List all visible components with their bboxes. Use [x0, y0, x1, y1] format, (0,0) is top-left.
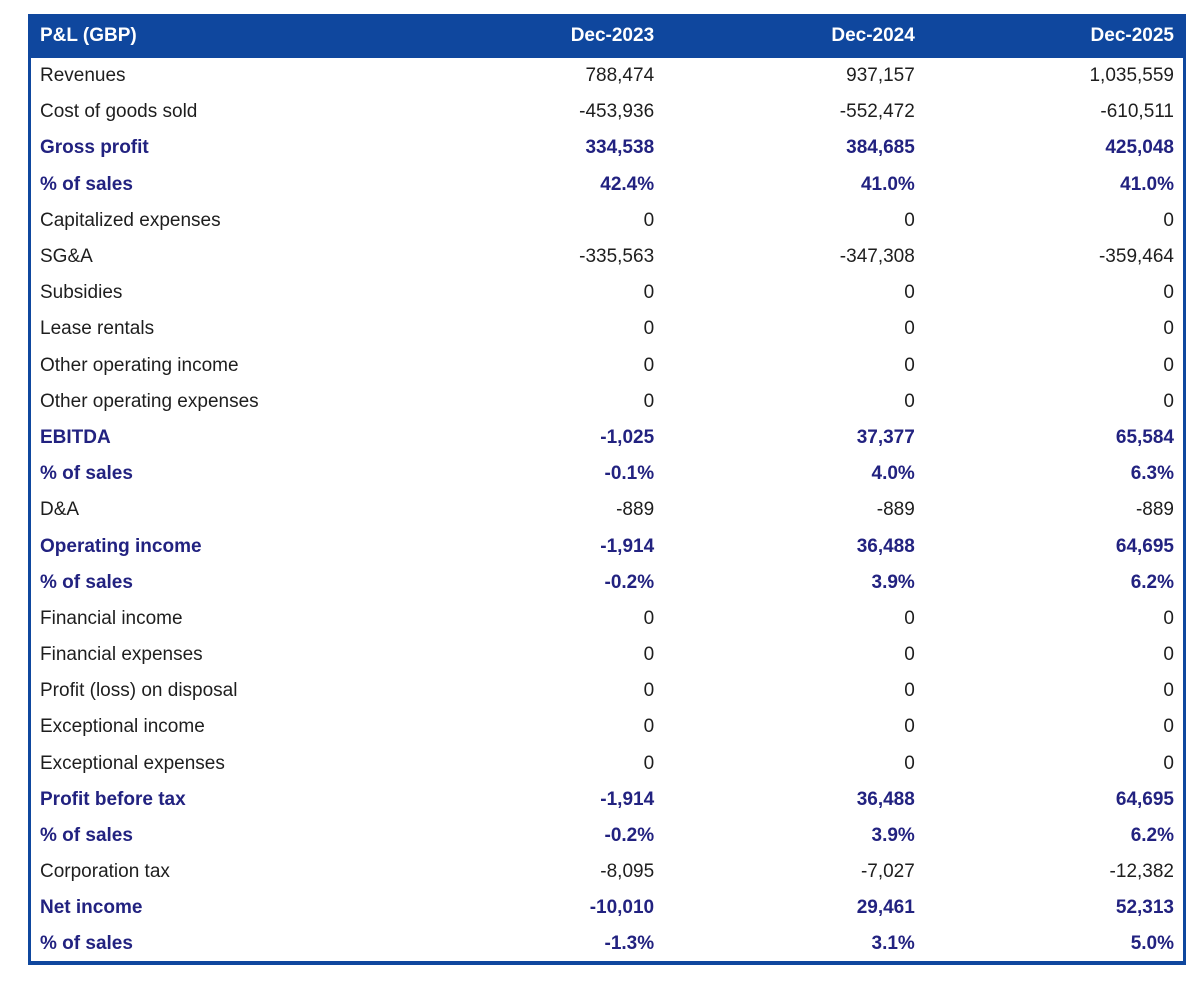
cell-value: 937,157	[846, 65, 915, 87]
cell-value: 3.9%	[871, 571, 915, 593]
row-label: Operating income	[40, 535, 202, 557]
row-label: Financial expenses	[40, 644, 203, 666]
cell-value: -889	[876, 499, 915, 521]
cell-value: 3.1%	[871, 932, 915, 954]
cell-value: 64,695	[1115, 535, 1174, 557]
table-row	[30, 818, 1185, 854]
table-row	[30, 782, 1185, 818]
header-cell-dec-2024: Dec-2024	[663, 14, 924, 58]
cell-value: -552,472	[839, 101, 915, 123]
cell-value: 6.2%	[1130, 825, 1174, 847]
cell-value: 334,538	[585, 137, 655, 159]
cell-value: 0	[643, 209, 655, 231]
cell-value: -10,010	[589, 897, 655, 919]
cell-value: -12,382	[1109, 861, 1174, 883]
row-label: D&A	[40, 499, 80, 521]
cell-value: 64,695	[1115, 788, 1174, 810]
table-row	[30, 890, 1185, 926]
cell-value: 0	[1163, 752, 1174, 774]
table-row	[30, 94, 1185, 130]
cell-value: 425,048	[1105, 137, 1174, 159]
pnl-table-header	[30, 14, 1185, 58]
cell-value: -1,025	[600, 426, 655, 448]
row-label: Revenues	[40, 65, 126, 87]
cell-value: 0	[643, 318, 655, 340]
pnl-table	[28, 14, 1186, 965]
header-cell-dec-2025: Dec-2025	[924, 14, 1185, 58]
cell-value: 41.0%	[1120, 173, 1174, 195]
cell-value: 5.0%	[1130, 932, 1174, 954]
cell-value: 6.3%	[1130, 463, 1174, 485]
cell-value: 52,313	[1115, 897, 1174, 919]
cell-value: 384,685	[846, 137, 915, 159]
cell-value: 36,488	[856, 788, 915, 810]
cell-value: 0	[904, 318, 915, 340]
cell-value: 0	[643, 680, 655, 702]
table-row	[30, 384, 1185, 420]
cell-value: -889	[616, 499, 655, 521]
cell-value: 42.4%	[600, 173, 655, 195]
row-label: EBITDA	[40, 426, 111, 448]
row-label: Gross profit	[40, 137, 149, 159]
cell-value: -1.3%	[604, 932, 655, 954]
table-row	[30, 927, 1185, 963]
row-label: Corporation tax	[40, 861, 170, 883]
row-label: Capitalized expenses	[40, 209, 221, 231]
cell-value: 0	[643, 282, 655, 304]
cell-value: -0.1%	[604, 463, 655, 485]
cell-value: -889	[1135, 499, 1174, 521]
cell-value: 0	[904, 354, 915, 376]
pnl-table-body	[30, 58, 1185, 963]
table-row	[30, 420, 1185, 456]
cell-value: 65,584	[1115, 426, 1174, 448]
header-cell-title: P&L (GBP)	[30, 14, 403, 58]
cell-value: 36,488	[856, 535, 915, 557]
cell-value: -7,027	[860, 861, 915, 883]
table-row	[30, 854, 1185, 890]
cell-value: 0	[904, 680, 915, 702]
cell-value: 0	[643, 716, 655, 738]
cell-value: 29,461	[856, 897, 915, 919]
cell-value: 1,035,559	[1089, 65, 1174, 87]
row-label: Financial income	[40, 607, 183, 629]
table-row	[30, 275, 1185, 311]
cell-value: -453,936	[579, 101, 655, 123]
cell-value: 0	[1163, 644, 1174, 666]
cell-value: -610,511	[1100, 101, 1174, 123]
table-row	[30, 348, 1185, 384]
row-label: SG&A	[40, 246, 93, 268]
cell-value: -0.2%	[604, 571, 655, 593]
header-cell-dec-2023: Dec-2023	[402, 14, 663, 58]
cell-value: 37,377	[856, 426, 915, 448]
row-label: % of sales	[40, 571, 133, 593]
cell-value: 0	[1163, 607, 1174, 629]
row-label: Cost of goods sold	[40, 101, 198, 123]
cell-value: 0	[904, 282, 915, 304]
table-row	[30, 637, 1185, 673]
cell-value: -1,914	[600, 788, 655, 810]
cell-value: 0	[643, 390, 655, 412]
cell-value: 0	[904, 607, 915, 629]
table-row	[30, 58, 1185, 94]
cell-value: -1,914	[600, 535, 655, 557]
cell-value: -359,464	[1098, 246, 1174, 268]
cell-value: 0	[904, 644, 915, 666]
row-label: Exceptional income	[40, 716, 205, 738]
row-label: Other operating income	[40, 354, 239, 376]
table-row	[30, 746, 1185, 782]
table-row	[30, 167, 1185, 203]
cell-value: 0	[1163, 680, 1174, 702]
cell-value: 0	[1163, 282, 1174, 304]
cell-value: -347,308	[839, 246, 915, 268]
table-row	[30, 456, 1185, 492]
row-label: Lease rentals	[40, 318, 155, 340]
table-row	[30, 565, 1185, 601]
cell-value: 6.2%	[1130, 571, 1174, 593]
table-row	[30, 528, 1185, 564]
row-label: Profit before tax	[40, 788, 186, 810]
table-row	[30, 239, 1185, 275]
row-label: Net income	[40, 897, 143, 919]
cell-value: 0	[904, 390, 915, 412]
cell-value: 0	[1163, 390, 1174, 412]
cell-value: 0	[643, 644, 655, 666]
cell-value: 0	[643, 354, 655, 376]
table-row	[30, 709, 1185, 745]
row-label: % of sales	[40, 825, 133, 847]
cell-value: 0	[1163, 318, 1174, 340]
cell-value: 0	[904, 752, 915, 774]
table-row	[30, 130, 1185, 166]
table-row	[30, 673, 1185, 709]
row-label: Subsidies	[40, 282, 123, 304]
row-label: Exceptional expenses	[40, 752, 225, 774]
row-label: Profit (loss) on disposal	[40, 680, 238, 702]
cell-value: 0	[643, 752, 655, 774]
cell-value: -335,563	[579, 246, 655, 268]
pnl-statement	[28, 14, 1186, 965]
cell-value: 0	[643, 607, 655, 629]
row-label: % of sales	[40, 463, 133, 485]
cell-value: -8,095	[600, 861, 655, 883]
cell-value: 788,474	[585, 65, 655, 87]
cell-value: -0.2%	[604, 825, 655, 847]
cell-value: 0	[1163, 354, 1174, 376]
table-row	[30, 601, 1185, 637]
cell-value: 3.9%	[871, 825, 915, 847]
cell-value: 4.0%	[871, 463, 915, 485]
row-label: % of sales	[40, 173, 133, 195]
table-row	[30, 311, 1185, 347]
row-label: Other operating expenses	[40, 390, 259, 412]
cell-value: 0	[904, 209, 915, 231]
cell-value: 0	[1163, 209, 1174, 231]
header-row	[30, 14, 1185, 58]
table-row	[30, 492, 1185, 528]
row-label: % of sales	[40, 932, 133, 954]
cell-value: 41.0%	[860, 173, 915, 195]
table-row	[30, 203, 1185, 239]
cell-value: 0	[1163, 716, 1174, 738]
cell-value: 0	[904, 716, 915, 738]
